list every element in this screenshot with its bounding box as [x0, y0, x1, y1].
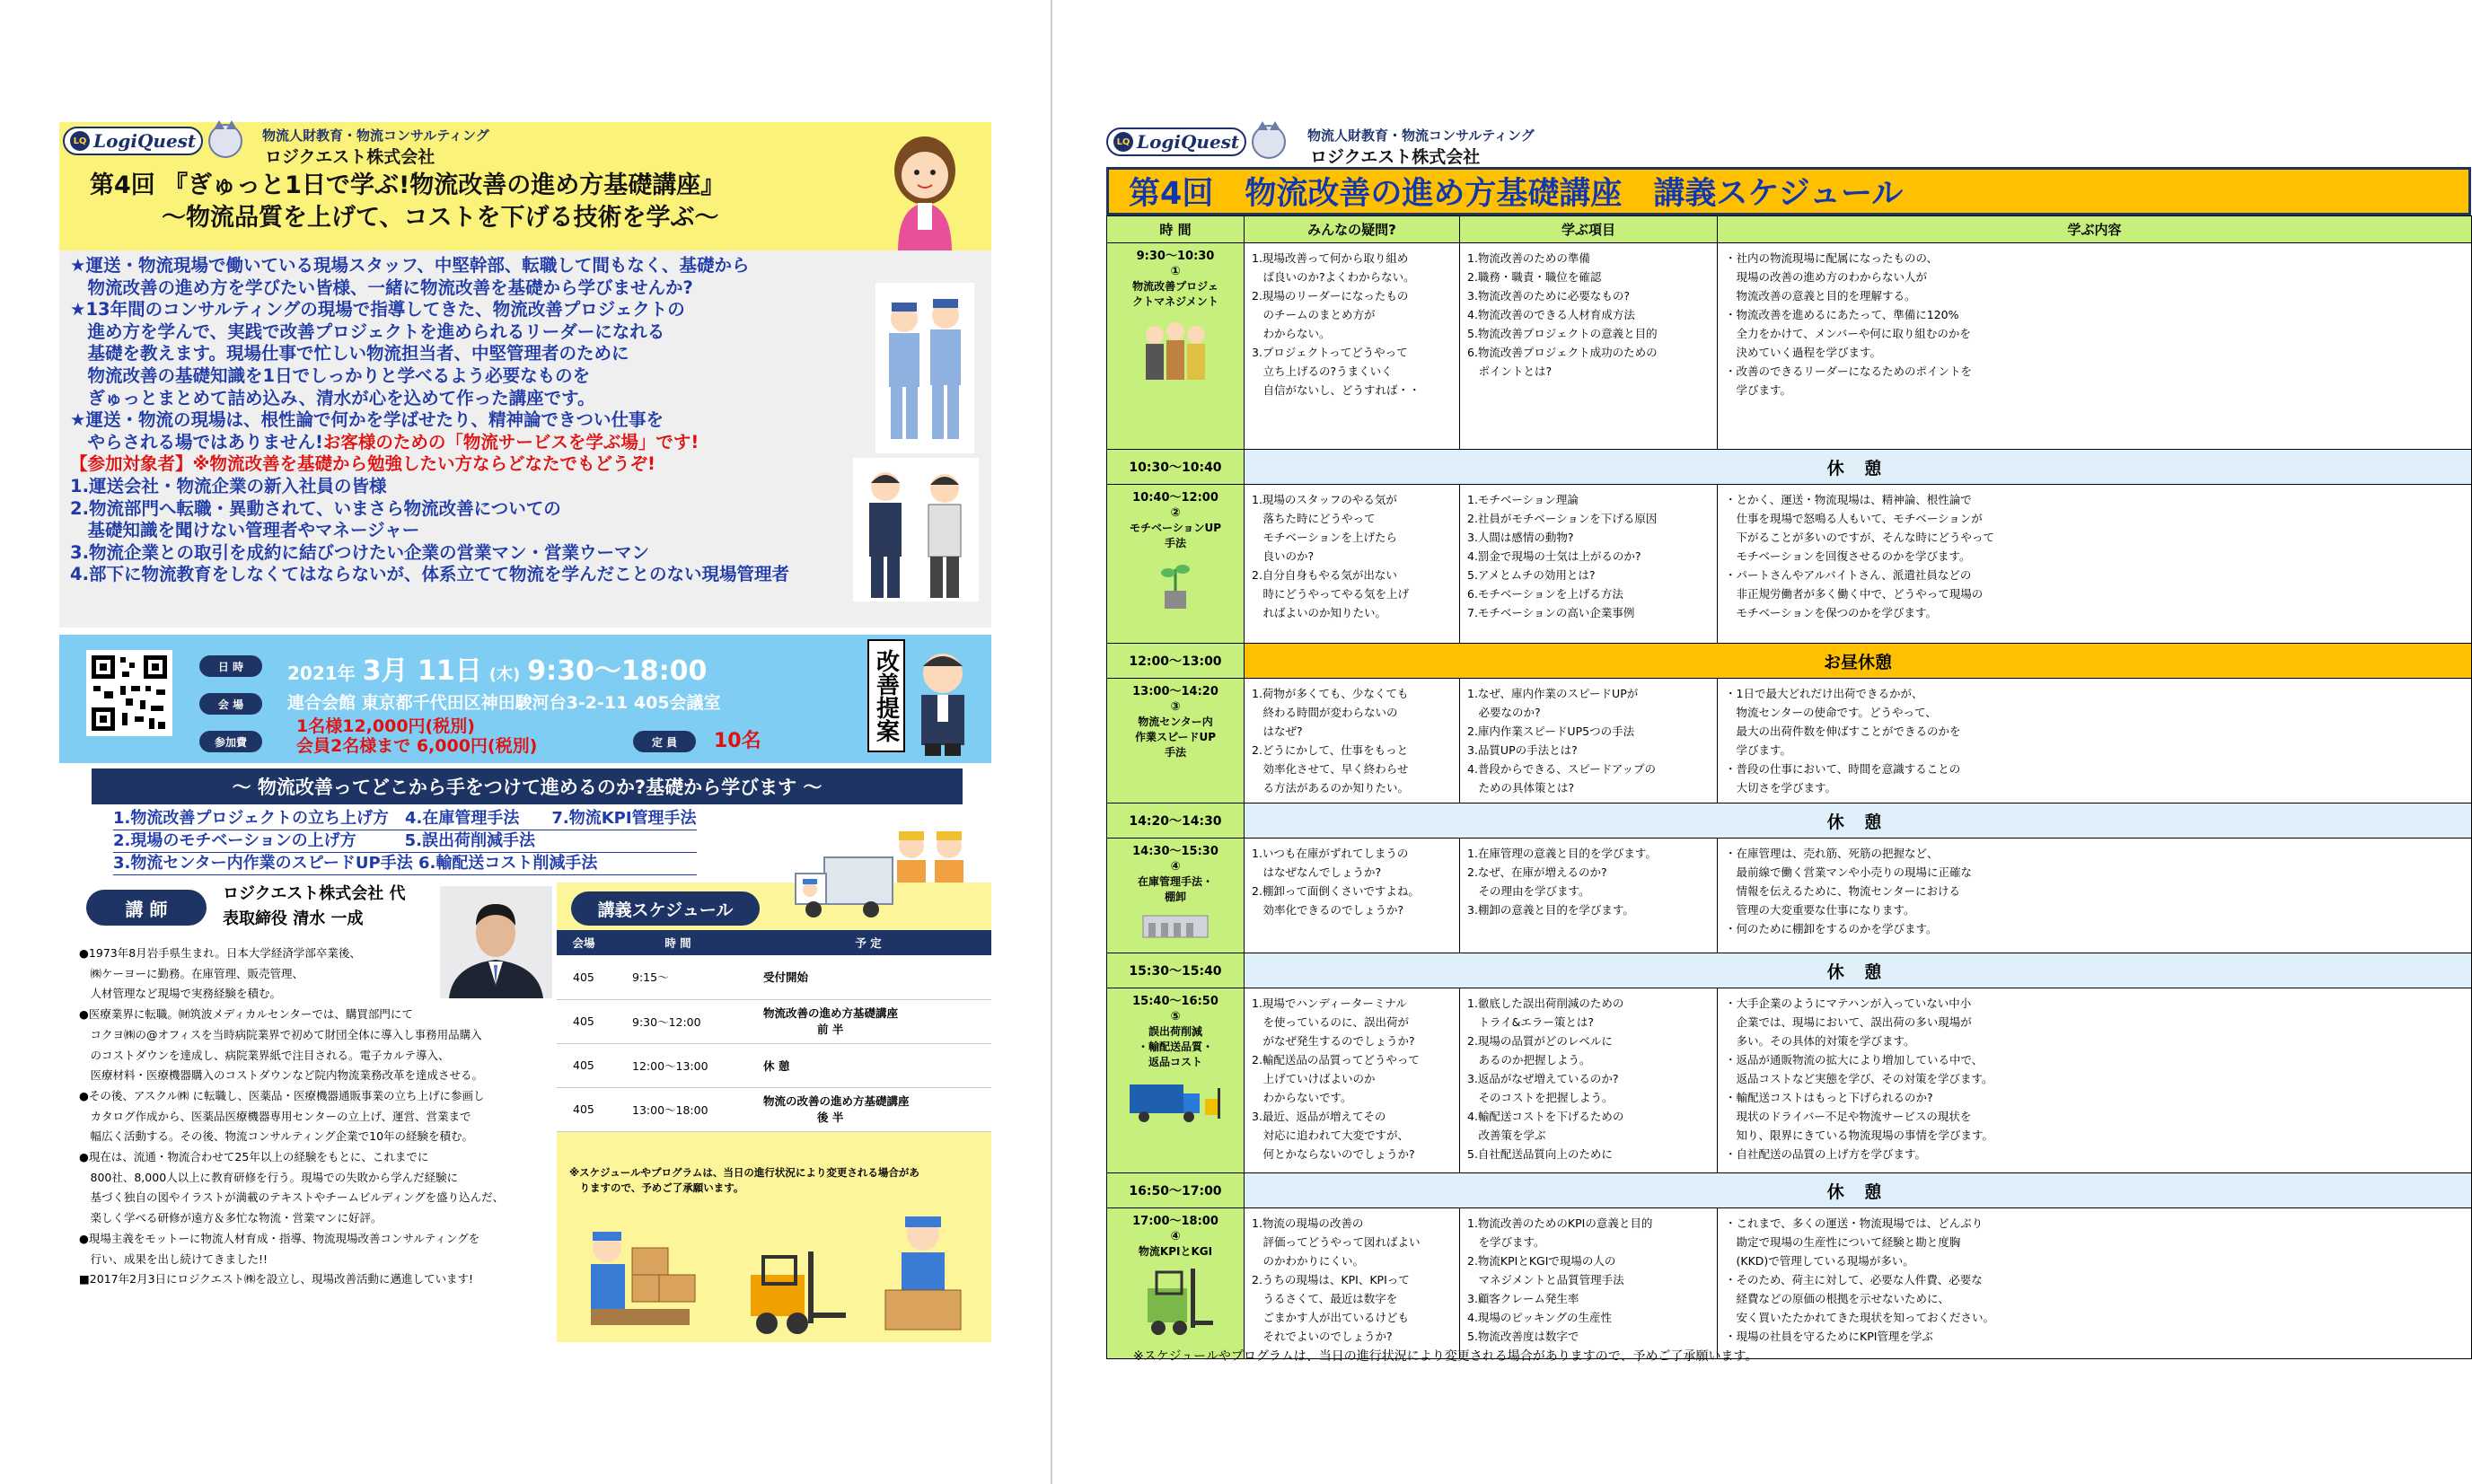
session-row: [1107, 988, 2472, 1173]
capacity-value: 10名: [714, 730, 761, 752]
target-title: 【参加対象者】※物流改善を基礎から勉強したい方ならどなたでもどうぞ!: [70, 453, 655, 475]
questions-cell: 1.現場改善って何から取り組め ば良いのか?よくわからない。 2.現場のリーダーになったもの のチームのまとめ方が わからない。 3.プロジェクトってどうやって 立ち上げるの?うまくいく 自信がないし、どうすれば・・: [1245, 243, 1460, 450]
intro-line: 物流改善の基礎知識を1日でしっかりと学べるよう必要なものを: [70, 364, 591, 386]
col-time: 時 間: [1107, 216, 1245, 243]
lecturer-bio: [79, 944, 504, 1290]
intro-line: ★13年間のコンサルティングの現場で指導してきた、物流改善プロジェクトの: [70, 299, 685, 321]
intro-line: ぎゅっとまとめて詰め込み、清水が心を込めて作った講座です。: [70, 387, 595, 408]
course-outline: [113, 808, 697, 875]
warehouse-building-icon: [1139, 910, 1211, 939]
topics-cell: 1.物流改善のためのKPIの意義と目的 を学びます。 2.物流KPIとKGIで現場の人の マネジメントと品質管理手法 3.顧客クレーム発生率 4.現場のピッキングの生産性 5.物流改善度は数字で: [1460, 1208, 1718, 1359]
page-subtitle: ～物流品質を上げて、コストを下げる技術を学ぶ～: [162, 204, 719, 232]
intro-line: やらされる場ではありません!お客様のための「物流サービスを学ぶ場」です!: [70, 431, 699, 452]
topics-cell: 1.物流改善のための準備 2.職務・職責・職位を確認 3.物流改善のために必要なもの? 4.物流改善のできる人材育成方法 5.物流改善プロジェクトの意義と目的 6.物流改善プロジェクト成功のための ポイントとは?: [1460, 243, 1718, 450]
table-row: 405 9:15～ 受付開始: [557, 955, 991, 999]
break-row: 12:00～13:00 お昼休憩: [1107, 644, 2472, 679]
bio-line: ●その後、アスクル㈱ に転職し、医薬品・医療機器通販事業の立ち上げに参画し: [79, 1088, 485, 1102]
schedule-page: [1052, 0, 2122, 1484]
cat-mascot-icon: [208, 124, 242, 158]
intro-line: 進め方を学んで、実践で改善プロジェクトを進められるリーダーになれる: [70, 321, 665, 342]
schedule-label: 講義スケジュール: [571, 891, 760, 926]
session-row: [1107, 485, 2472, 644]
woman-presenter-icon: [875, 126, 974, 251]
topics-cell: 1.モチベーション理論 2.社員がモチベーションを下げる原因 3.人間は感情の動物? 4.罰金で現場の士気は上がるのか? 5.アメとムチの効用とは? 6.モチベーションを上げる方法 7.モチベーションの高い企業事例: [1460, 485, 1718, 644]
questions-cell: 1.いつも在庫がずれてしまうの はなぜなんでしょうか? 2.棚卸って面倒くさいですよね。 効率化できるのでしょうか?: [1245, 839, 1460, 953]
schedule-title: 第4回 物流改善の進め方基礎講座 講義スケジュール: [1106, 167, 2471, 215]
fee-text: 1名様12,000円(税別) 会員2名様まで 6,000円(税別): [296, 716, 538, 756]
col-topics: 学ぶ項目: [1460, 216, 1718, 243]
qr-code-icon[interactable]: [86, 650, 172, 736]
session-time-cell: 17:00～18:00 ④ 物流KPIとKGI: [1107, 1208, 1245, 1359]
bio-line: コクヨ㈱の@オフィスを当時病院業界で初めて財団全体に導入し事務用品購入: [79, 1027, 482, 1041]
topics-cell: 1.在庫管理の意義と目的を学びます。 2.なぜ、在庫が増えるのか? その理由を学びます。 3.棚卸の意義と目的を学びます。: [1460, 839, 1718, 953]
target-item: 2.物流部門へ転職・異動されて、いまさら物流改善についての: [70, 497, 561, 519]
target-item: 1.運送会社・物流企業の新入社員の皆様: [70, 475, 387, 496]
outline-line: 3.物流センター内作業のスピードUP手法 6.輸配送コスト削減手法: [113, 853, 697, 875]
session-time-cell: 9:30～10:30 ① 物流改善プロジェ クトマネジメント: [1107, 243, 1245, 450]
session-row: [1107, 839, 2472, 953]
logiquest-logo: [1106, 127, 1246, 156]
company-name: ロジクエスト株式会社: [265, 147, 435, 167]
questions-cell: 1.荷物が多くても、少なくても 終わる時間が変わらないの はなぜ? 2.どうにかして、仕事をもっと 効率化させて、早く終わらせ る方法があるのか知りたい。: [1245, 679, 1460, 803]
break-row: 15:30～15:40 休 憩: [1107, 953, 2472, 988]
intro-line: 基礎を教えます。現場仕事で忙しい物流担当者、中堅管理者のために: [70, 343, 629, 364]
outline-line: 1.物流改善プロジェクトの立ち上げ方 4.在庫管理手法 7.物流KPI管理手法: [113, 808, 697, 830]
intro-text: [70, 255, 789, 586]
date-label: 日 時: [199, 655, 262, 677]
schedule-note: ※スケジュールやプログラムは、当日の進行状況により変更される場合がありますので、予めご了承願います。: [1133, 1349, 1758, 1364]
target-item: 3.物流企業との取引を成約に結びつけたい企業の営業マン・営業ウーマン: [70, 541, 649, 563]
intro-line: ★運送・物流現場で働いている現場スタッフ、中堅幹部、転職して間もなく、基礎から: [70, 255, 750, 276]
worker-box-icon: [867, 1207, 979, 1333]
session-time-cell: 14:30～15:30 ④ 在庫管理手法・ 棚卸: [1107, 839, 1245, 953]
warehouse-workers-icon: [875, 283, 974, 453]
break-row: 16:50～17:00 休 憩: [1107, 1173, 2472, 1208]
bio-line: 幅広く活動する。その後、物流コンサルティング企業で10年の経験を積む。: [79, 1129, 474, 1144]
bio-line: 楽しく学べる研修が遠方＆多忙な物流・営業マンに好評。: [79, 1211, 383, 1225]
logo-text: LogiQuest: [1137, 131, 1240, 153]
col-plan: 予 定: [745, 930, 991, 955]
forklift-icon: [724, 1248, 849, 1338]
lecturer-label: 講 師: [86, 890, 207, 926]
content-cell: ・在庫管理は、売れ筋、死筋の把握など、 最前線で働く営業マンや小売りの現場に正確な 情報を伝えるために、物流センターにおける 管理の大変重要な仕事になります。 ・何のために棚卸をするのかを学びます。: [1718, 839, 2472, 953]
session-time-cell: 15:40～16:50 ⑤ 誤出荷削減 ・輸配送品質・ 返品コスト: [1107, 988, 1245, 1173]
table-row: 405 13:00～18:00 物流の改善の進め方基礎講座 後 半: [557, 1087, 991, 1131]
course-subtitle-banner: ～ 物流改善ってどこから手をつけて進めるのか?基礎から学びます ～: [92, 768, 963, 804]
break-row: 10:30～10:40 休 憩: [1107, 450, 2472, 485]
worker-boxes-icon: [578, 1212, 704, 1329]
logo-text: LogiQuest: [93, 130, 197, 152]
lecturer-name: ロジクエスト株式会社 代 表取締役 清水 一成: [223, 884, 406, 928]
lq-badge: LQ: [1113, 132, 1133, 152]
session-row: [1107, 1208, 2472, 1359]
kaizen-sign: 改善提案: [867, 639, 905, 752]
content-cell: ・社内の物流現場に配属になったものの、 現場の改善の進め方のわからない人が 物流改善の意義と目的を理解する。 ・物流改善を進めるにあたって、準備に120% 全力をかけて、メンバーや何に取り組むのかを 決めていく過程を学びます。 ・改善のできるリーダーになるためのポイントを 学びます。: [1718, 243, 2472, 450]
truck-forklift-icon: [1126, 1076, 1225, 1129]
team-meeting-icon: [1135, 315, 1216, 387]
col-questions: みんなの疑問?: [1245, 216, 1460, 243]
session-time-cell: 10:40～12:00 ② モチベーションUP 手法: [1107, 485, 1245, 644]
man-holding-sign-icon: [909, 646, 981, 756]
logo: [1106, 125, 1286, 159]
schedule-note: ※スケジュールやプログラムは、当日の進行状況により変更される場合があ りますので、予めご了承願います。: [569, 1166, 919, 1194]
page-title: 第4回 『ぎゅっと1日で学ぶ!物流改善の進め方基礎講座』: [90, 171, 726, 199]
bio-line: のコストダウンを達成し、病院業界紙で注目される。電子カルテ導入、: [79, 1048, 450, 1062]
schedule-table: [1106, 215, 2472, 1359]
content-cell: ・これまで、多くの運送・物流現場では、どんぶり 勘定で現場の生産性について経験と勘と度胸 (KKD)で管理している現場が多い。 ・そのため、荷主に対して、必要な人件費、必要な 経費などの原価の根拠を示せないために、 安く買いたたかれてきた現状を知っておください。 ・現場の社員を守るためにKPI管理を学ぶ: [1718, 1208, 2472, 1359]
session-row: [1107, 679, 2472, 803]
bio-line: 行い、成果を出し続けてきました!!: [79, 1251, 268, 1266]
managers-talking-icon: [853, 458, 979, 602]
company-tagline: 物流人財教育・物流コンサルティング: [262, 127, 489, 144]
logiquest-logo: [63, 127, 203, 155]
fee-label: 参加費: [199, 731, 262, 752]
company-tagline: 物流人財教育・物流コンサルティング: [1307, 127, 1535, 144]
intro-line: ★運送・物流の現場は、根性論で何かを学ばせたり、精神論できつい仕事を: [70, 409, 664, 431]
bio-line: ●医療業界に転職。㈶筑波メディカルセンターでは、購買部門にて: [79, 1007, 413, 1022]
lq-badge: LQ: [70, 131, 90, 151]
bio-line: 基づく独自の図やイラストが満載のテキストやチームビルディングを盛り込んだ、: [79, 1190, 505, 1205]
content-cell: ・1日で最大どれだけ出荷できるかが、 物流センターの使命です。どうやって、 最大の出荷件数を伸ばすことができるのかを 学びます。 ・普段の仕事において、時間を意識することの 大切さを学びます。: [1718, 679, 2472, 803]
bio-line: カタログ作成から、医薬品医療機器専用センターの立上げ、運営、営業まで: [79, 1109, 471, 1123]
delivery-truck-icon: [788, 848, 896, 925]
topics-cell: 1.なぜ、庫内作業のスピードUPが 必要なのか? 2.庫内作業スピードUP5つの手法 3.品質UPの手法とは? 4.普段からできる、スピードアップの ための具体策とは?: [1460, 679, 1718, 803]
bio-line: ●現在は、流通・物流合わせて25年以上の経験をもとに、これまでに: [79, 1150, 429, 1164]
col-time: 時 間: [611, 930, 745, 955]
flyer-page: [0, 0, 1051, 1484]
col-room: 会場: [557, 930, 611, 955]
company-name: ロジクエスト株式会社: [1310, 147, 1481, 167]
schedule-table: [557, 930, 991, 1132]
table-row: 405 12:00～13:00 休 憩: [557, 1043, 991, 1087]
target-item: 基礎知識を聞けない管理者やマネージャー: [70, 520, 420, 541]
session-time-cell: 13:00～14:20 ③ 物流センター内 作業スピードUP 手法: [1107, 679, 1245, 803]
bio-line: ●1973年8月岩手県生まれ。日本大学経済学部卒業後、: [79, 946, 361, 960]
intro-line: 物流改善の進め方を学びたい皆様、一緒に物流改善を基礎から学びませんか?: [70, 277, 693, 298]
intro-highlight: お客様のための「物流サービスを学ぶ場」です!: [322, 431, 699, 452]
bio-line: ■2017年2月3日にロジクエスト㈱を設立し、現場改善活動に邁進しています!: [79, 1272, 474, 1286]
content-cell: ・大手企業のようにマテハンが入っていない中小 企業では、現場において、誤出荷の多い現場が 多い。その具体的対策を学びます。 ・返品が通販物流の拡大により増加している中で、 返品コストなど実態を学び、その対策を学びます。 ・輸配送コストはもっと下げられるのか? 現状のドライバー不足や物流サービスの現状を 知り、限界にきている物流現場の事情を学びます。 ・自社配送の品質の上げ方を学びます。: [1718, 988, 2472, 1173]
table-row: 405 9:30～12:00 物流改善の進め方基礎講座 前 半: [557, 999, 991, 1043]
session-row: [1107, 243, 2472, 450]
forklift-icon: [1135, 1265, 1216, 1337]
bio-line: 800社、8,000人以上に教育研修を行う。現場での失敗から学んだ経験に: [79, 1170, 459, 1184]
cat-mascot-icon: [1252, 125, 1286, 159]
bio-line: ●現場主義をモットーに物流人材育成・指導、物流現場改善コンサルティングを: [79, 1231, 480, 1245]
questions-cell: 1.現場のスタッフのやる気が 落ちた時にどうやって モチベーションを上げたら 良いのか? 2.自分自身もやる気が出ない 時にどうやってやる気を上げ ればよいのか知りたい。: [1245, 485, 1460, 644]
logo: [63, 124, 242, 158]
bio-line: 人材管理など現場で実務経験を積む。: [79, 987, 282, 1001]
questions-cell: 1.物流の現場の改善の 評価ってどうやって図ればよい のかわかりにくい。 2.うちの現場は、KPI、KPIって うるさくて、最近は数字を ごまかす人が出ているけども それでよいのでしょうか?: [1245, 1208, 1460, 1359]
break-row: 14:20～14:30 休 憩: [1107, 803, 2472, 839]
outline-line: 2.現場のモチベーションの上げ方 5.誤出荷削減手法: [113, 830, 697, 853]
questions-cell: 1.現場でハンディーターミナル を使っているのに、誤出荷が がなぜ発生するのでしょうか? 2.輸配送品の品質ってどうやって 上げていけばよいのか わからないです。 3.最近、返品が増えてその 対応に追われて大変ですが、 何とかならないのでしょうか?: [1245, 988, 1460, 1173]
plant-growth-icon: [1148, 557, 1202, 610]
event-date: 2021年 3月 11日 (木) 9:30～18:00: [287, 655, 708, 687]
col-content: 学ぶ内容: [1718, 216, 2472, 243]
target-item: 4.部下に物流教育をしなくてはならないが、体系立てて物流を学んだことのない現場管理者: [70, 564, 789, 585]
topics-cell: 1.徹底した誤出荷削減のための トライ&エラー策とは? 2.現場の品質がどのレベルに あるのか把握しよう。 3.返品がなぜ増えているのか? そのコストを把握しよう。 4.輸配送コストを下げるための 改善策を学ぶ 5.自社配送品質向上のために: [1460, 988, 1718, 1173]
content-cell: ・とかく、運送・物流現場は、精神論、根性論で 仕事を現場で怒鳴る人もいて、モチベーションが 下がることが多いのですが、そんな時にどうやって モチベーションを回復させるのかを学びます。 ・パートさんやアルバイトさん、派遣社員などの 非正規労働者が多く働く中で、どうやって現場の モチベーションを保つのかを学びます。: [1718, 485, 2472, 644]
venue-label: 会 場: [199, 693, 262, 715]
bio-line: ㈱ケーヨーに勤務。在庫管理、販売管理、: [79, 966, 304, 980]
capacity-label: 定 員: [633, 731, 696, 752]
bio-line: 医療材料・医療機器購入のコストダウンなど院内物流業務改革を達成させる。: [79, 1068, 484, 1083]
venue-text: 連合会館 東京都千代田区神田駿河台3-2-11 405会議室: [287, 693, 721, 713]
